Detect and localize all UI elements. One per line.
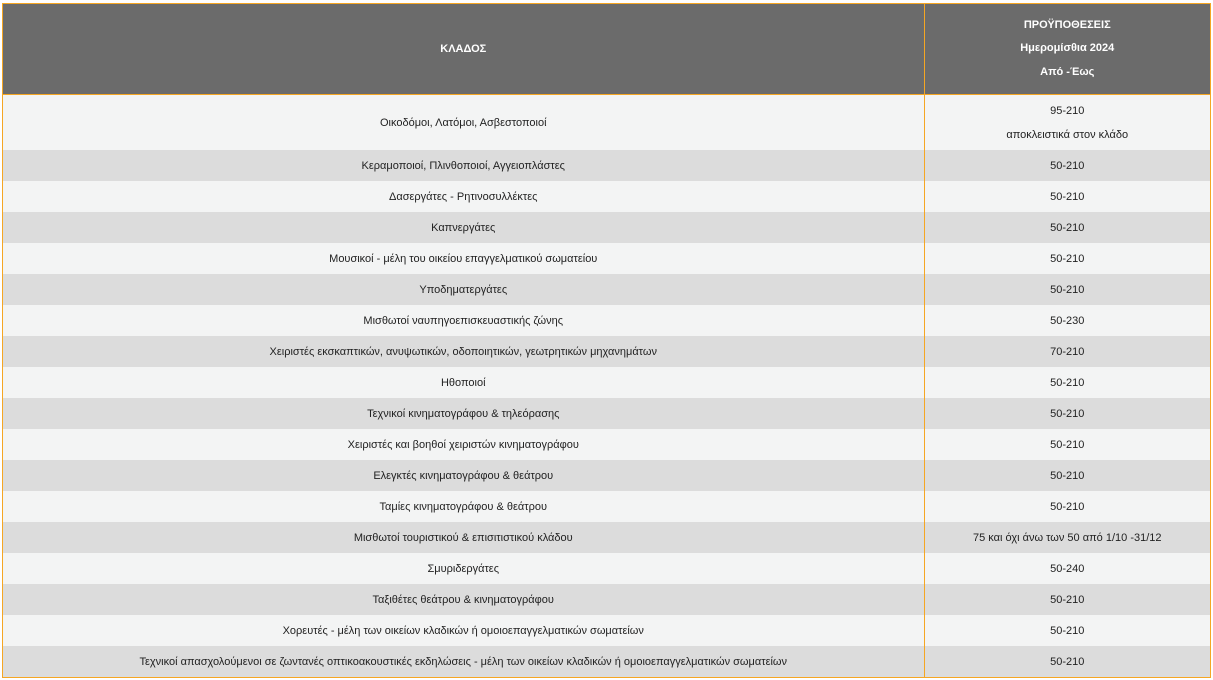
range-cell: 50-210 [924, 584, 1210, 615]
table-row [3, 460, 1210, 491]
range-cell: 50-210 [924, 274, 1210, 305]
sector-cell: Σμυριδεργάτες [3, 553, 924, 584]
range-cell: 50-210 [924, 367, 1210, 398]
sector-cell: Ταξιθέτες θεάτρου & κινηματογράφου [3, 584, 924, 615]
range-cell: 50-210 [924, 398, 1210, 429]
header-requirements-range: Από -Έως [1040, 65, 1095, 78]
header-requirements-year: Ημερομίσθια 2024 [1020, 42, 1115, 55]
sector-cell: Χειριστές εκσκαπτικών, ανυψωτικών, οδοποιητικών, γεωτρητικών μηχανημάτων [3, 336, 924, 367]
range-cell [924, 95, 1210, 151]
sector-cell: Μισθωτοί τουριστικού & επισιτιστικού κλάδου [3, 522, 924, 553]
range-cell: 50-210 [924, 646, 1210, 677]
header-sector: ΚΛΑΔΟΣ [3, 4, 924, 95]
table-row [3, 646, 1210, 677]
range-cell: 50-210 [924, 460, 1210, 491]
table [3, 4, 1210, 677]
range-cell: 50-210 [924, 243, 1210, 274]
range-value: 95-210 [1050, 104, 1085, 117]
sector-cell: Ταμίες κινηματογράφου & θεάτρου [3, 491, 924, 522]
sector-cell: Ελεγκτές κινηματογράφου & θεάτρου [3, 460, 924, 491]
sector-cell: Χορευτές - μέλη των οικείων κλαδικών ή ομοιοεπαγγελματικών σωματείων [3, 615, 924, 646]
table-header [3, 4, 1210, 95]
range-cell: 50-210 [924, 212, 1210, 243]
table-row [3, 305, 1210, 336]
table-body [3, 95, 1210, 678]
range-cell: 50-230 [924, 305, 1210, 336]
range-cell: 50-210 [924, 429, 1210, 460]
table-row [3, 429, 1210, 460]
sector-cell: Μισθωτοί ναυπηγοεπισκευαστικής ζώνης [3, 305, 924, 336]
range-cell: 50-210 [924, 150, 1210, 181]
table-row [3, 398, 1210, 429]
sector-cell: Καπνεργάτες [3, 212, 924, 243]
range-cell: 50-210 [924, 615, 1210, 646]
table-row [3, 336, 1210, 367]
range-cell: 50-210 [924, 181, 1210, 212]
sector-cell: Τεχνικοί κινηματογράφου & τηλεόρασης [3, 398, 924, 429]
range-cell: 70-210 [924, 336, 1210, 367]
sector-cell: Υποδηματεργάτες [3, 274, 924, 305]
sector-cell: Τεχνικοί απασχολούμενοι σε ζωντανές οπτικοακουστικές εκδηλώσεις - μέλη των οικείων κλαδικών ή ομοιοεπαγγελματικών σωματείων [3, 646, 924, 677]
table-row [3, 95, 1210, 151]
range-cell: 50-240 [924, 553, 1210, 584]
wage-requirements-table [2, 3, 1211, 678]
table-row [3, 615, 1210, 646]
table-row [3, 553, 1210, 584]
sector-cell: Δασεργάτες - Ρητινοσυλλέκτες [3, 181, 924, 212]
range-cell: 50-210 [924, 491, 1210, 522]
header-row [3, 4, 1210, 95]
header-requirements [924, 4, 1210, 95]
table-row [3, 150, 1210, 181]
table-row [3, 522, 1210, 553]
table-row [3, 212, 1210, 243]
header-requirements-title: ΠΡΟΫΠΟΘΕΣΕΙΣ [1023, 18, 1111, 31]
table-row [3, 274, 1210, 305]
sector-cell: Οικοδόμοι, Λατόμοι, Ασβεστοποιοί [3, 95, 924, 151]
sector-cell: Μουσικοί - μέλη του οικείου επαγγελματικού σωματείου [3, 243, 924, 274]
table-row [3, 243, 1210, 274]
sector-cell: Ηθοποιοί [3, 367, 924, 398]
table-row [3, 367, 1210, 398]
table-row [3, 181, 1210, 212]
table-row [3, 584, 1210, 615]
table-row [3, 491, 1210, 522]
range-cell: 75 και όχι άνω των 50 από 1/10 -31/12 [924, 522, 1210, 553]
sector-cell: Χειριστές και βοηθοί χειριστών κινηματογράφου [3, 429, 924, 460]
range-note: αποκλειστικά στον κλάδο [1006, 128, 1129, 141]
sector-cell: Κεραμοποιοί, Πλινθοποιοί, Αγγειοπλάστες [3, 150, 924, 181]
